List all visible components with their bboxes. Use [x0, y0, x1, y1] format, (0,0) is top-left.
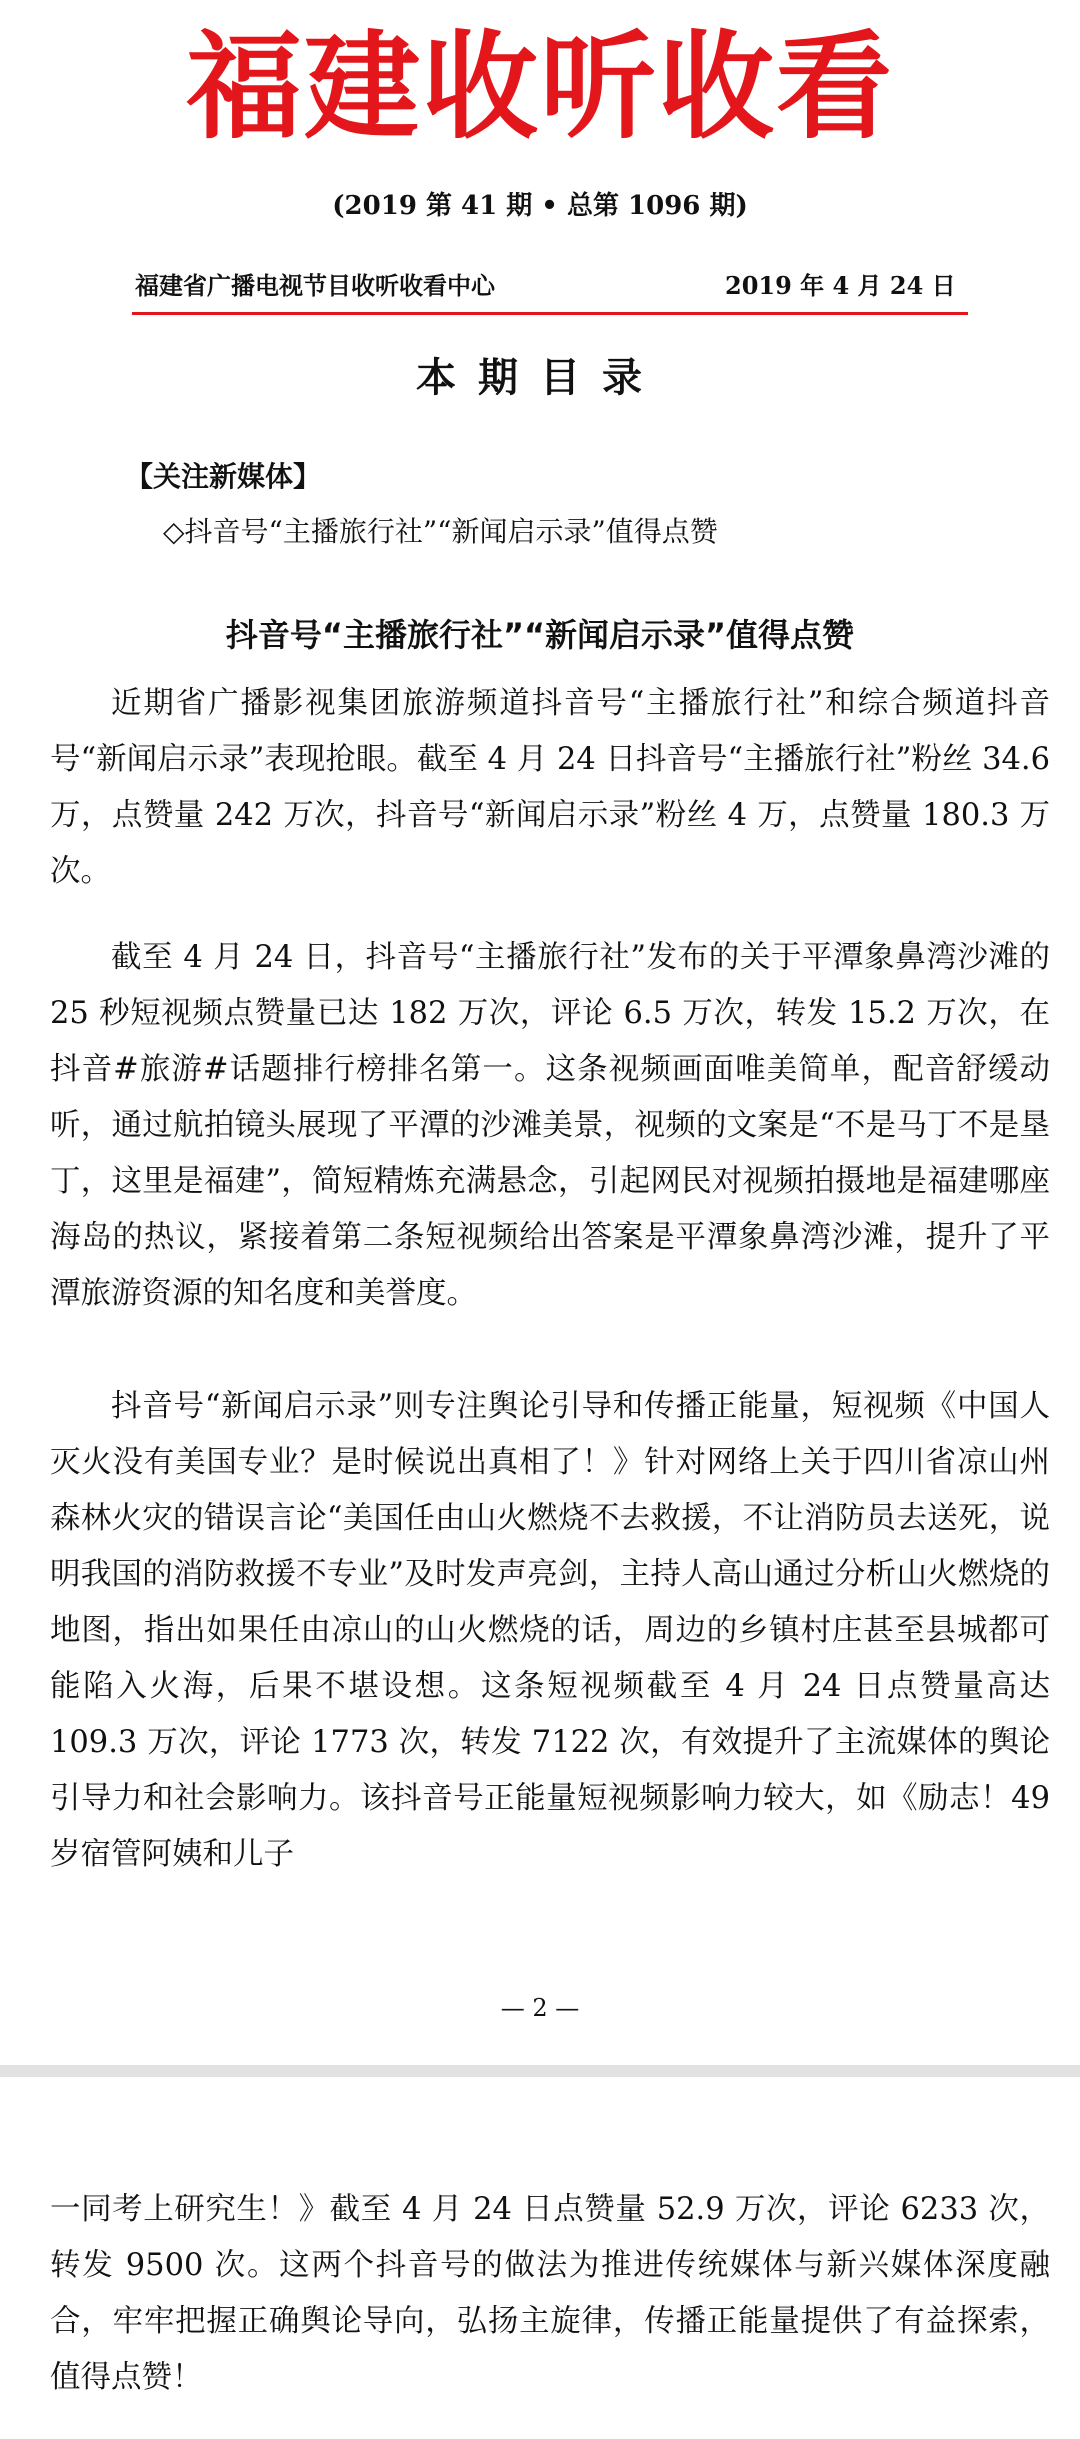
- document-page-2: [0, 2077, 1080, 2439]
- article-paragraph: [50, 1379, 1050, 1883]
- issue-number: (2019 第 41 期 • 总第 1096 期): [332, 191, 748, 221]
- page-number: — 2 —: [500, 1994, 580, 2022]
- paragraph-text: 抖音号“新闻启示录”则专注舆论引导和传播正能量，短视频《中国人灭火没有美国专业？是时候说出真相了！》针对网络上关于四川省凉山州森林火灾的错误言论“美国任由山火燃烧不去救援，不让消防员去送死，说明我国的消防救援不专业”及时发声亮剑，主持人高山通过分析山火燃烧的地图，指出如果任由凉山的山火燃烧的话，周边的乡镇村庄甚至县城都可能陷入火海，后果不堪设想。这条短视频截至 4 月 24 日点赞量高达 109.3 万次，评论 1773 次，转发 7122 次，有效提升了主流媒体的舆论引导力和社会影响力。该抖音号正能量短视频影响力较大，如《励志！49 岁宿管阿姨和儿子: [50, 1389, 1050, 1872]
- article-paragraph: [50, 2182, 1050, 2406]
- header-divider: [132, 312, 968, 315]
- article-title: 抖音号“主播旅行社”“新闻启示录”值得点赞: [225, 616, 855, 654]
- toc-title: 本期目录: [416, 354, 664, 401]
- publication-date: 2019 年 4 月 24 日: [725, 271, 956, 300]
- toc-item: ◇抖音号“主播旅行社”“新闻启示录”值得点赞: [163, 515, 718, 548]
- masthead-title: 福建收听收看: [186, 20, 894, 155]
- paragraph-text: 近期省广播影视集团旅游频道抖音号“主播旅行社”和综合频道抖音号“新闻启示录”表现抢眼。截至 4 月 24 日抖音号“主播旅行社”粉丝 34.6 万，点赞量 242 万次，抖音号“新闻启示录”粉丝 4 万，点赞量 180.3 万次。: [50, 686, 1050, 889]
- paragraph-text: 截至 4 月 24 日，抖音号“主播旅行社”发布的关于平潭象鼻湾沙滩的 25 秒短视频点赞量已达 182 万次，评论 6.5 万次，转发 15.2 万次，在抖音#旅游#话题排行榜排名第一。这条视频画面唯美简单，配音舒缓动听，通过航拍镜头展现了平潭的沙滩美景，视频的文案是“不是马丁不是垦丁，这里是福建”，简短精炼充满悬念，引起网民对视频拍摄地是福建哪座海岛的热议，紧接着第二条短视频给出答案是平潭象鼻湾沙滩，提升了平潭旅游资源的知名度和美誉度。: [50, 940, 1050, 1311]
- publisher-name: 福建省广播电视节目收听收看中心: [135, 271, 495, 300]
- article-paragraph: [50, 676, 1050, 900]
- page-separator: [0, 2065, 1080, 2077]
- toc-section-heading: 【关注新媒体】: [125, 460, 322, 493]
- paragraph-text: 一同考上研究生！》截至 4 月 24 日点赞量 52.9 万次，评论 6233 次，转发 9500 次。这两个抖音号的做法为推进传统媒体与新兴媒体深度融合，牢牢把握正确舆论导向，弘扬主旋律，传播正能量提供了有益探索，值得点赞！: [50, 2192, 1050, 2395]
- article-paragraph: [50, 930, 1050, 1322]
